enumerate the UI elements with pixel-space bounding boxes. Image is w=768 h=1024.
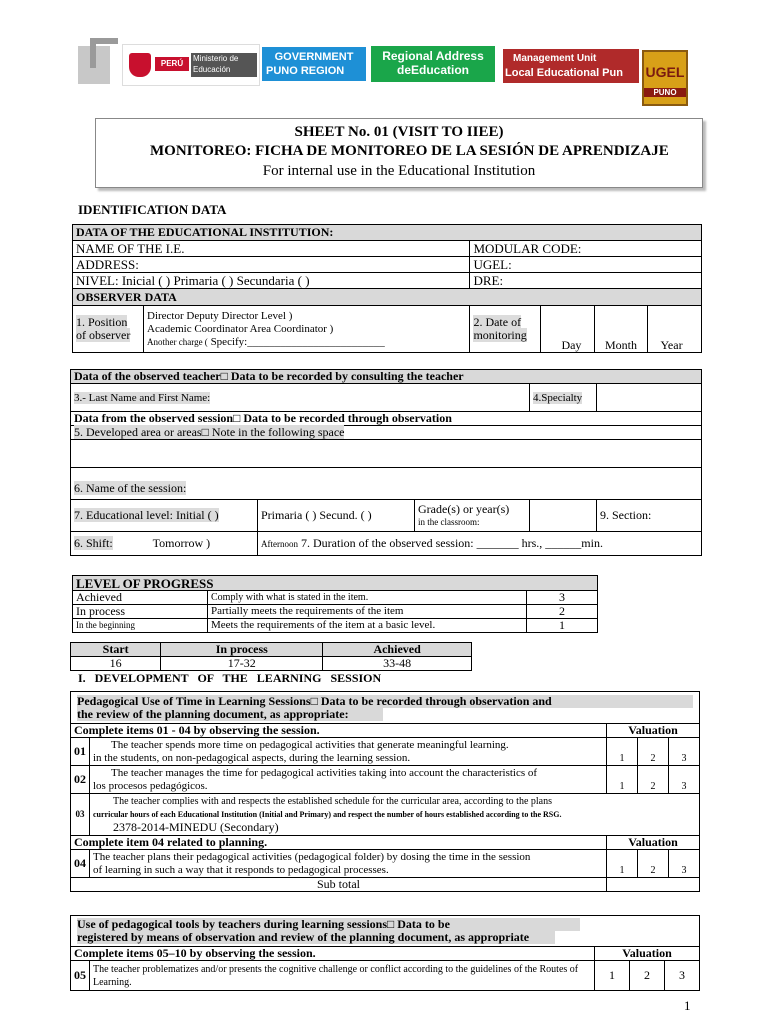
shift-label: 6. Shift: [74,536,113,550]
item-04-text [90,850,607,878]
development-heading: I. DEVELOPMENT OF THE LEARNING SESSION [78,671,382,685]
ugel-logo-sub: PUNO [644,88,686,97]
management-badge [503,49,639,83]
regional-line1: Regional Address [382,49,484,63]
item-02-text2: los procesos pedagógicos. [93,779,208,792]
item-03-text1: The teacher complies with and respects the established schedule for the curricular area, according to the plans [113,796,552,807]
duration-text: 7. Duration of the observed session: _______ hrs., ______min. [301,535,603,550]
progress-value-0: 3 [527,591,598,605]
primaria-cell: Primaria ( ) Secund. ( ) [258,500,415,532]
unit-line1: Management Unit [513,53,597,64]
item-01-v1: 1 [607,738,638,766]
month-label: Month [604,338,637,352]
block1-header1: Pedagogical Use of Time in Learning Sessions□ Data to be recorded through observation and [77,695,693,708]
specialty-value [597,384,702,412]
date-grid [541,306,702,353]
shift-tomorrow: Tomorrow ) [152,536,211,550]
block1-header [71,692,700,724]
item-03-text [90,794,700,836]
regional-line2: deEducation [396,63,469,77]
complete-04: Complete item 04 related to planning. [71,836,607,850]
ugel-logo-text: UGEL [645,64,685,80]
area-label: 5. Developed area or areas□ Note in the following space [74,425,345,439]
progress-value-1: 2 [527,605,598,619]
item-05-text [90,961,595,991]
scale-header-2: Achieved [323,643,472,657]
ministry-name: Ministerio de Educación [191,53,257,77]
scale-header-1: In process [161,643,323,657]
government-badge [262,47,366,81]
item-01-text [90,738,607,766]
item-05-v1: 1 [595,961,630,991]
section-cell [597,500,702,532]
observer-header: OBSERVER DATA [73,289,702,306]
progress-desc-1: Partially meets the requirements of the item [208,605,527,619]
item-01-num: 01 [71,738,90,766]
session-header: Data from the observed session□ Data to be recorded through observation [71,412,702,426]
teacher-table [70,369,702,556]
ministry-logo [122,44,260,86]
progress-desc-2: Meets the requirements of the item at a basic level. [208,619,527,633]
item-02-v3: 3 [669,766,700,794]
grade-line2: in the classroom: [418,516,480,527]
complete-05-10: Complete items 05–10 by observing the session. [71,947,595,961]
regional-badge [371,46,495,82]
identification-table [72,224,702,353]
item-05-v3: 3 [665,961,700,991]
subtotal-label: Sub total [71,878,607,892]
institution-header: DATA OF THE EDUCATIONAL INSTITUTION: [73,225,702,241]
position-line3a: Another charge ( [147,336,208,347]
teacher-header: Data of the observed teacher□ Data to be recorded by consulting the teacher [71,370,702,384]
position-line2: Academic Coordinator Area Coordinator ) [147,322,334,335]
scale-table [70,642,472,671]
block1-header2: the review of the planning document, as appropriate: [77,708,383,721]
position-line3b: Specify:_________________________ [210,335,385,348]
item-01-v3: 3 [669,738,700,766]
scale-value-2: 33-48 [323,657,472,671]
gov-line1: GOVERNMENT [274,51,354,63]
teacher-name-label: 3.- Last Name and First Name: [74,391,211,404]
valuation-header-1: Valuation [607,724,700,738]
grade-line1: Grade(s) or year(s) [418,501,510,516]
date-label: 2. Date of monitoring [473,315,527,342]
item-02-v2: 2 [638,766,669,794]
specialty-cell [530,384,597,412]
item-02-text1: The teacher manages the time for pedagogical activities taking into account the characteristics of [111,766,538,779]
level-label: 7. Educational level: Initial ( ) [74,508,219,522]
duration-cell [258,532,702,556]
progress-level-2: In the beginning [73,619,208,633]
item-04-text1: The teacher plans their pedagogical activities (pedagogical folder) by dosing the time in the session [93,850,531,863]
name-ie-cell: NAME OF THE I.E. [73,241,470,257]
grade-value [530,500,597,532]
nivel-cell: NIVEL: Inicial ( ) Primaria ( ) Secundaria ( ) [73,273,470,289]
day-label: Day [561,338,582,352]
item-04-num: 04 [71,850,90,878]
session-name-label: 6. Name of the session: [74,481,187,495]
shift-cell [71,532,258,556]
monitoring-title: MONITOREO: FICHA DE MONITOREO DE LA SESIÓN DE APRENDIZAJE [150,143,669,159]
address-cell: ADDRESS: [73,257,470,273]
sheet-title: SHEET No. 01 (VISIT TO IIEE) [294,124,504,140]
identification-heading: IDENTIFICATION DATA [78,202,227,217]
valuation-header-2: Valuation [607,836,700,850]
grade-cell [415,500,530,532]
complete-01-04: Complete items 01 - 04 by observing the session. [71,724,607,738]
scale-value-1: 17-32 [161,657,323,671]
scale-header-0: Start [71,643,161,657]
internal-use-note: For internal use in the Educational Institution [262,163,536,179]
title-box [95,118,703,188]
position-options [144,306,470,353]
page-number: 1 [684,998,691,1013]
date-label-cell [470,306,541,353]
gov-line2: PUNO REGION [266,65,345,77]
session-name-cell [71,468,702,500]
item-04-v1: 1 [607,850,638,878]
block2-header2: registered by means of observation and review of the planning document, as appropriate [77,931,555,944]
area-space [71,440,702,468]
progress-header: LEVEL OF PROGRESS [73,576,598,591]
level-cell [71,500,258,532]
year-label: Year [660,338,683,352]
item-04-text2: of learning in such a way that it responds to pedagogical processes. [93,863,389,876]
corner-mark [78,38,118,84]
block2-header [71,916,700,947]
ugel-cell: UGEL: [470,257,702,273]
time-use-table [70,691,700,892]
item-05-text1: The teacher problematizes and/or presents the cognitive challenge or conflict according to the guidelines of the Routes of [93,963,579,975]
modular-code-cell: MODULAR CODE: [470,241,702,257]
tools-table [70,915,700,991]
item-02-v1: 1 [607,766,638,794]
item-04-v2: 2 [638,850,669,878]
dre-cell: DRE: [470,273,702,289]
unit-line2: Local Educational Pun [505,67,623,79]
item-03-text3: 2378-2014-MINEDU (Secondary) [113,820,279,834]
peru-shield-icon [129,53,151,77]
block2-header1: Use of pedagogical tools by teachers during learning sessions□ Data to be [77,918,580,931]
progress-value-2: 1 [527,619,598,633]
teacher-name-cell [71,384,530,412]
valuation-header-3: Valuation [595,947,700,961]
item-01-text1: The teacher spends more time on pedagogical activities that generate meaningful learning. [111,738,509,751]
subtotal-value [607,878,700,892]
specialty-label: 4.Specialty [533,391,583,404]
position-line1: Director Deputy Director Level ) [147,309,293,322]
item-03-text2: curricular hours of each Educational Institution (Initial and Primary) and respect the number of hours established according to the RSG. [93,810,562,819]
section-label: 9. Section: [600,508,652,522]
peru-label: PERÚ [155,57,189,71]
item-05-num: 05 [71,961,90,991]
item-02-text [90,766,607,794]
shift-afternoon: Afternoon [261,538,298,549]
item-01-v2: 2 [638,738,669,766]
position-label-cell [73,306,144,353]
progress-level-1: In process [73,605,208,619]
progress-desc-0: Comply with what is stated in the item. [208,591,527,605]
area-cell [71,426,702,440]
item-02-num: 02 [71,766,90,794]
item-01-text2: in the students, on non-pedagogical aspects, during the learning session. [93,751,411,764]
progress-level-0: Achieved [73,591,208,605]
item-04-v3: 3 [669,850,700,878]
progress-table [72,575,598,633]
position-label: 1. Position of observer [76,315,131,342]
scale-value-0: 16 [71,657,161,671]
ugel-logo [642,50,688,106]
item-05-v2: 2 [630,961,665,991]
item-03-num: 03 [71,794,90,836]
item-05-text2: Learning. [93,976,132,988]
